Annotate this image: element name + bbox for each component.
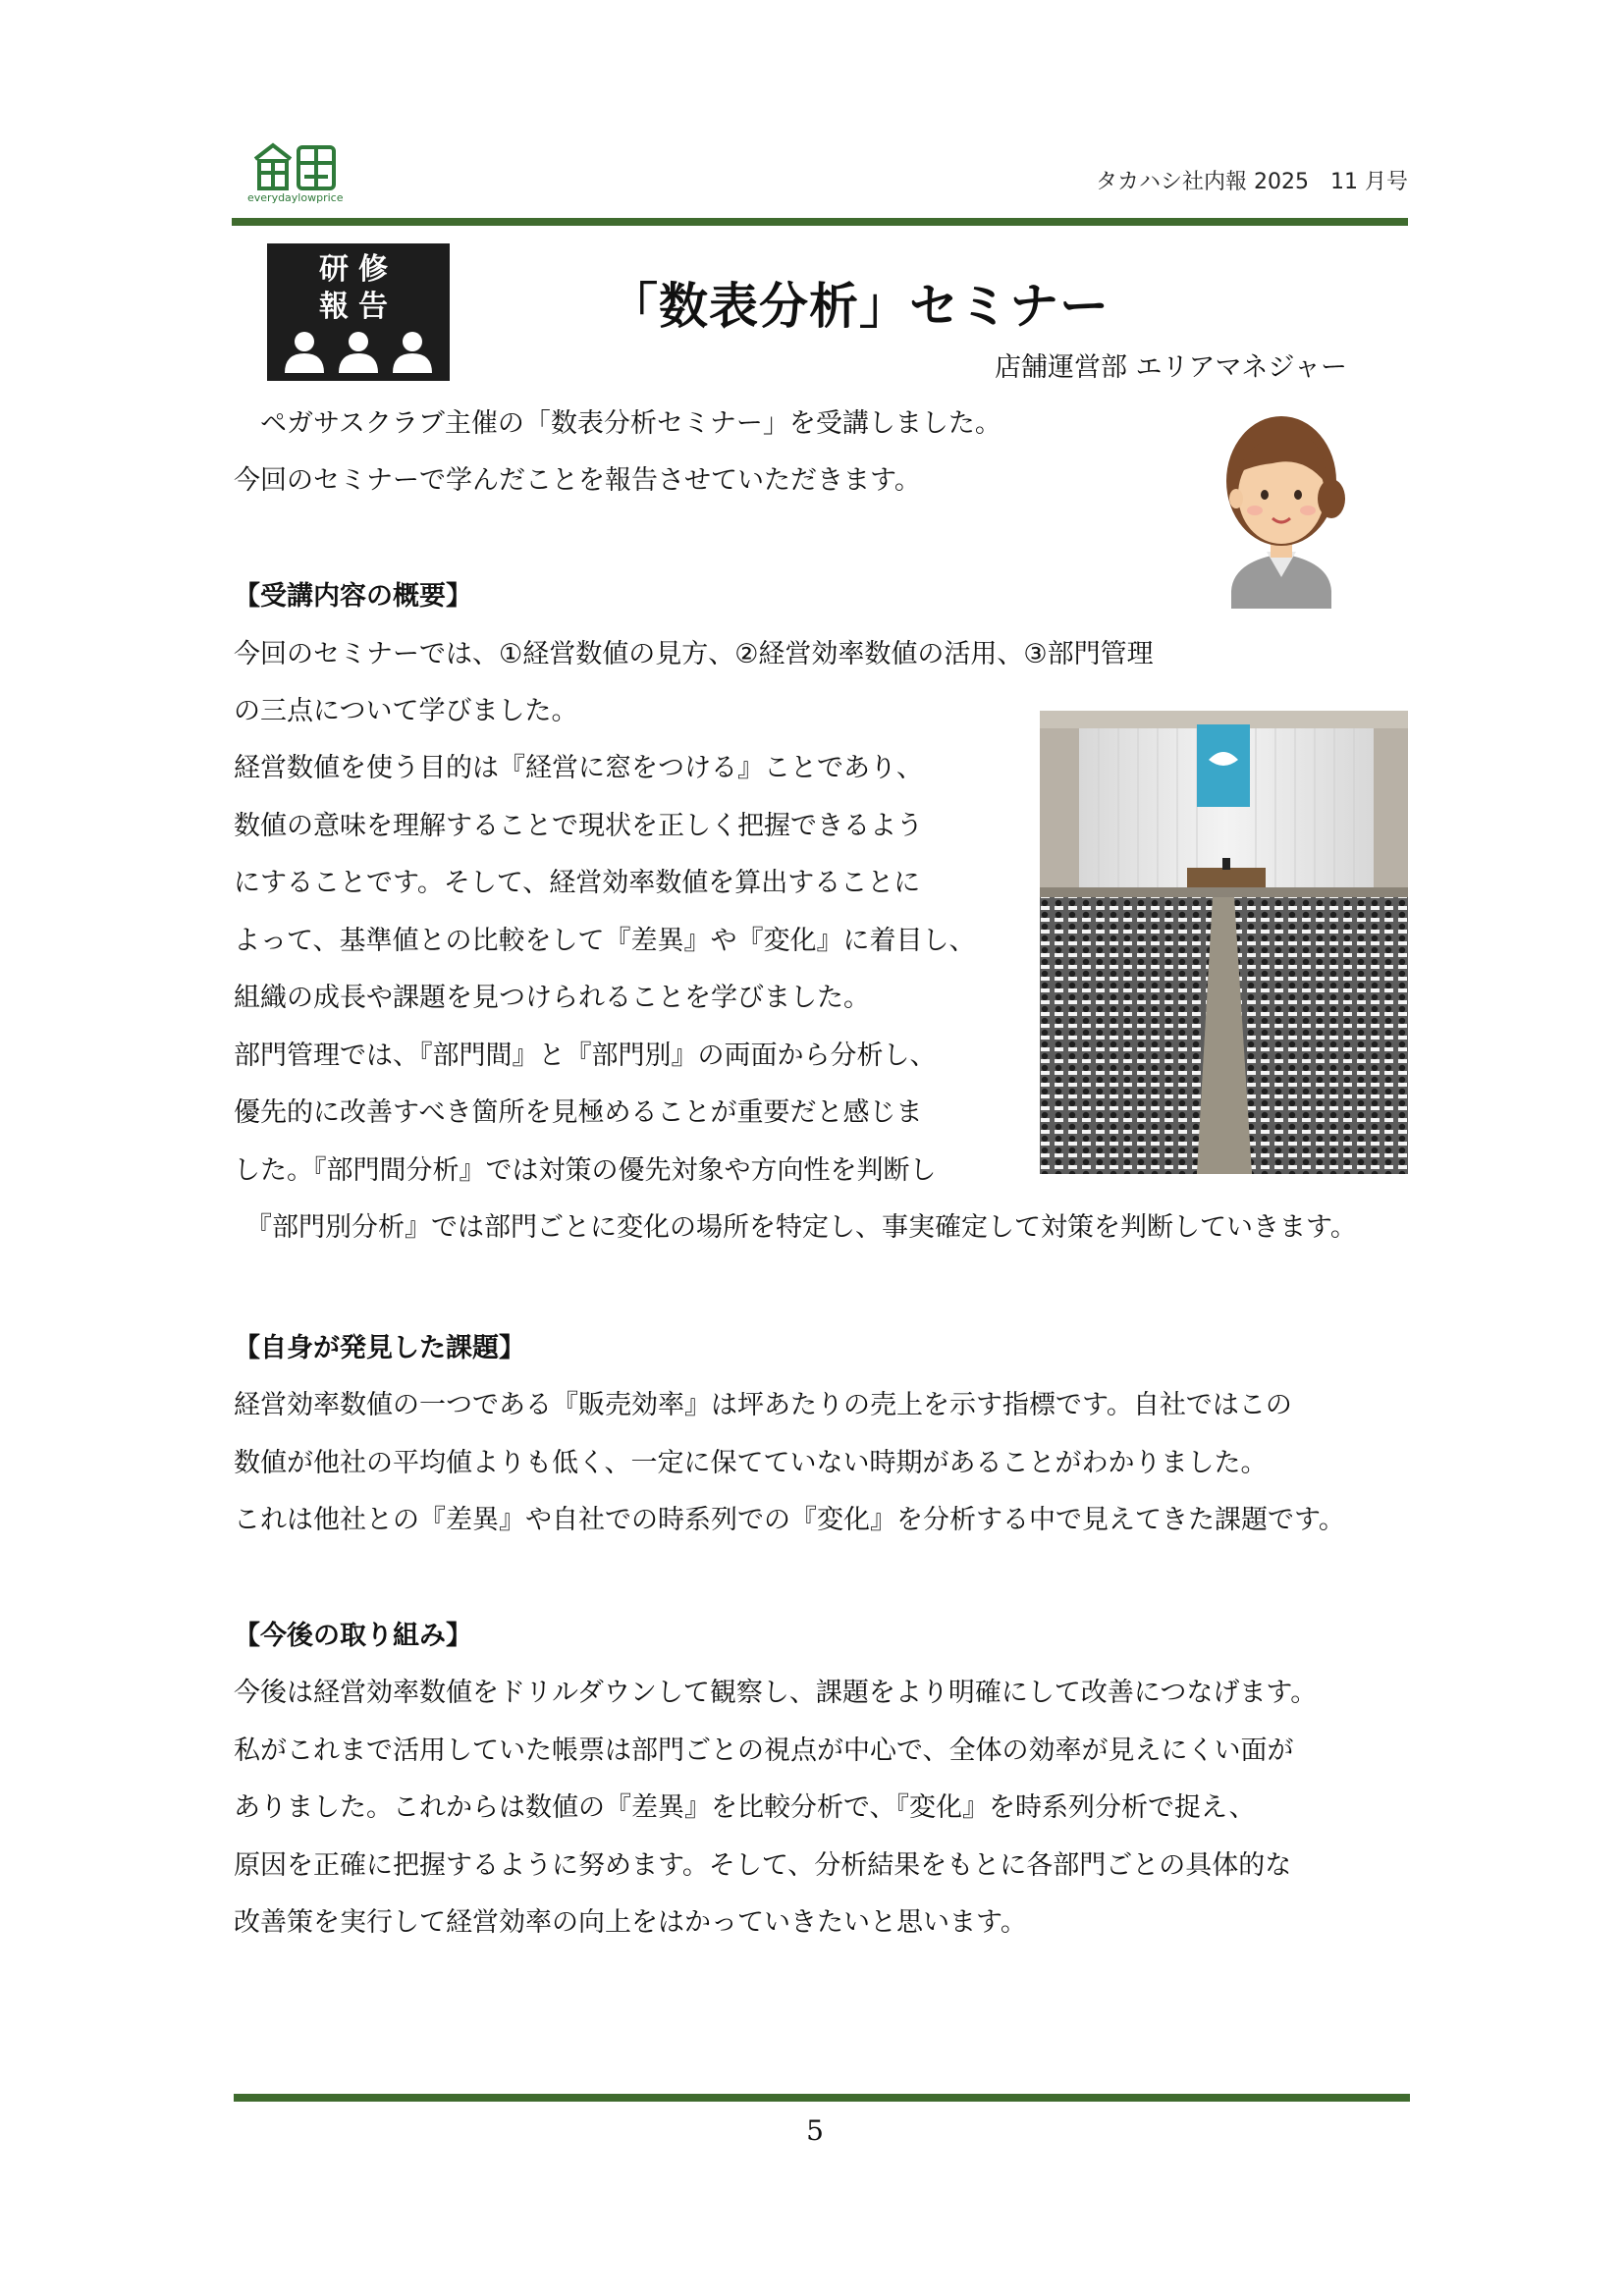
section-line: にすることです。そして、経営効率数値を算出することに (234, 868, 921, 898)
page-number: 5 (806, 2114, 824, 2147)
section-line: した。『部門間分析』では対策の優先対象や方向性を判断し (234, 1155, 937, 1186)
issue-label: タカハシ社内報 2025 11 月号 (1096, 170, 1408, 194)
section-line: 数値の意味を理解することで現状を正しく把握できるよう (234, 811, 923, 841)
section-line: 今回のセミナーでは、①経営数値の見方、②経営効率数値の活用、③部門管理 (234, 639, 1154, 669)
section-line: 『部門別分析』では部門ごとに変化の場所を特定し、事実確定して対策を判断していきます。 (245, 1212, 1357, 1243)
section-heading-overview: 【受講内容の概要】 (234, 581, 472, 612)
section-line: ありました。これからは数値の『差異』を比較分析で、『変化』を時系列分析で捉え、 (234, 1792, 1256, 1823)
training-report-badge (267, 243, 450, 381)
author-line: 店舗運営部 エリアマネジャー (994, 352, 1347, 383)
section-line: 数値が他社の平均値よりも低く、一定に保てていない時期があることがわかりました。 (234, 1448, 1268, 1478)
section-line: 今後は経営効率数値をドリルダウンして観察し、課題をより明確にして改善につなげます。 (234, 1678, 1318, 1708)
section-line: 優先的に改善すべき箇所を見極めることが重要だと感じま (234, 1097, 923, 1128)
seminar-hall-photo (1040, 711, 1408, 1174)
section-line: 部門管理では、『部門間』と『部門別』の両面から分析し、 (234, 1041, 937, 1071)
section-line: これは他社との『差異』や自社での時系列での『変化』を分析する中で見えてきた課題です。 (234, 1505, 1345, 1535)
section-line: の三点について学びました。 (234, 696, 578, 726)
section-line: 経営数値を使う目的は『経営に窓をつける』ことであり、 (234, 753, 923, 783)
audience-icon (273, 328, 444, 377)
section-line: 組織の成長や課題を見つけられることを学びました。 (234, 983, 870, 1013)
section-line: よって、基準値との比較をして『差異』や『変化』に着目し、 (234, 926, 976, 956)
intro-line-1: ペガサスクラブ主催の「数表分析セミナー」を受講しました。 (234, 408, 1001, 439)
section-heading-future: 【今後の取り組み】 (234, 1621, 472, 1651)
intro-line-2: 今回のセミナーで学んだことを報告させていただきます。 (234, 465, 921, 496)
header-rule (232, 218, 1408, 226)
section-heading-issues: 【自身が発見した課題】 (234, 1333, 525, 1363)
logo-tagline: everydaylowprice (247, 191, 344, 204)
section-line: 私がこれまで活用していた帳票は部門ごとの視点が中心で、全体の効率が見えにくい面が (234, 1735, 1294, 1766)
section-line: 改善策を実行して経営効率の向上をはかっていきたいと思います。 (234, 1907, 1027, 1938)
footer-rule (234, 2094, 1410, 2102)
badge-line-1: 研修 (319, 252, 398, 287)
section-line: 経営効率数値の一つである『販売効率』は坪あたりの売上を示す指標です。自社ではこの (234, 1390, 1292, 1420)
section-line: 原因を正確に把握するように努めます。そして、分析結果をもとに各部門ごとの具体的な (234, 1850, 1292, 1881)
article-title: 「数表分析」セミナー (609, 278, 1110, 335)
author-illustration (1214, 404, 1349, 609)
badge-line-2: 報告 (319, 290, 398, 324)
